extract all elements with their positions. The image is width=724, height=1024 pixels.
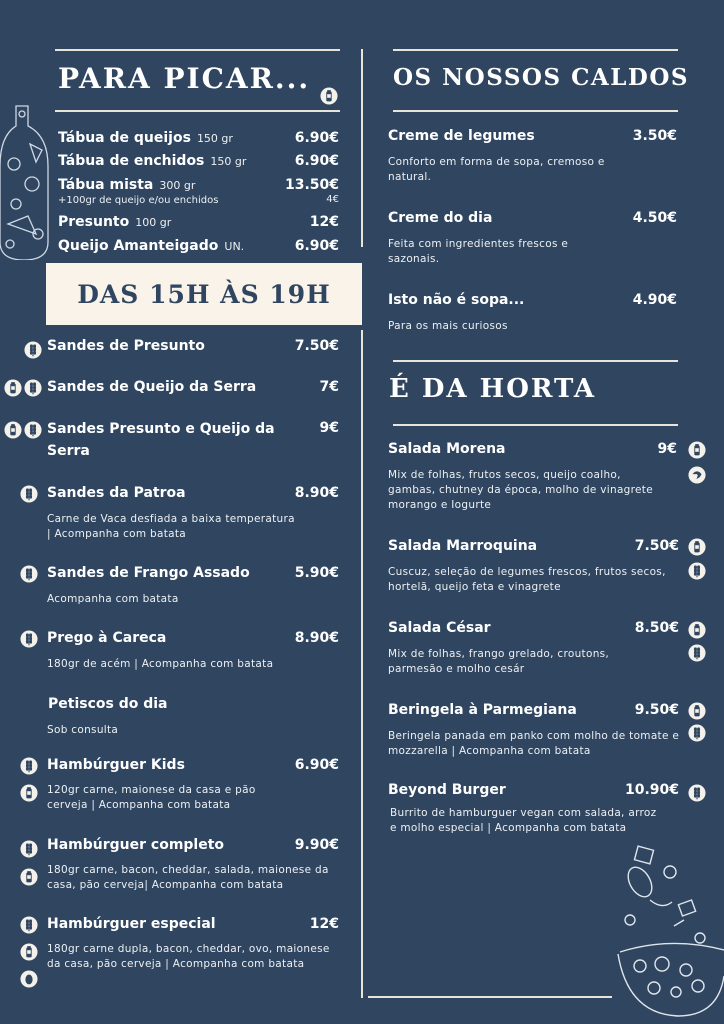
- wheat-icon: [20, 757, 38, 775]
- salada-marroquina-price: 7.50€: [634, 538, 679, 554]
- picar-price-tabua-mista: 13.50€: [284, 177, 339, 193]
- egg-icon: [20, 970, 38, 988]
- caldo-creme-dia-desc: Feita com ingredientes frescos e sazonais.: [388, 238, 569, 265]
- beringela-parmegiana: Beringela à Parmegiana: [388, 702, 577, 718]
- beringela-parmegiana-desc: Beringela panada em panko com molho de tomate e mozzarella | Acompanha com batata: [388, 730, 680, 757]
- picar-extra-note: +100gr de queijo e/ou enchidos: [58, 195, 219, 206]
- hamburguer-completo-price: 9.90€: [294, 837, 339, 853]
- prego-careca-desc: 180gr de acém | Acompanha com batata: [47, 658, 274, 670]
- picar-price-queijo-amanteigado: 6.90€: [294, 238, 339, 254]
- wheat-icon: [20, 565, 38, 583]
- wheat-icon: [24, 421, 42, 439]
- salada-morena-price: 9€: [657, 441, 677, 457]
- top-rule-right: [393, 49, 678, 51]
- milk-icon: [20, 943, 38, 961]
- milk-icon: [4, 421, 22, 439]
- caldo-creme-legumes-price: 3.50€: [632, 128, 677, 144]
- sandes-patroa-price: 8.90€: [294, 485, 339, 501]
- hamburguer-kids-desc: 120gr carne, maionese da casa e pão cerveja | Acompanha com batata: [47, 784, 256, 811]
- milk-icon: [688, 538, 706, 556]
- caldo-isto-nao-sopa-desc: Para os mais curiosos: [388, 320, 508, 332]
- caldo-isto-nao-sopa: Isto não é sopa...: [388, 292, 525, 308]
- center-divider-bottom: [361, 330, 363, 998]
- sandes-presunto-queijo: Sandes Presunto e Queijo da Serra: [47, 421, 275, 459]
- wheat-icon: [20, 916, 38, 934]
- salada-morena: Salada Morena: [388, 441, 506, 457]
- picar-item-tabua-mista: Tábua mista 300 gr: [58, 177, 196, 193]
- cheese-board-illustration: [0, 104, 54, 260]
- sandes-frango: Sandes de Frango Assado: [47, 565, 250, 581]
- milk-icon: [688, 621, 706, 639]
- wheat-icon: [688, 724, 706, 742]
- hamburguer-kids-price: 6.90€: [294, 757, 339, 773]
- sandes-queijo-serra: Sandes de Queijo da Serra: [47, 379, 257, 395]
- wheat-icon: [20, 630, 38, 648]
- prego-careca-price: 8.90€: [294, 630, 339, 646]
- milk-icon: [20, 784, 38, 802]
- beyond-burger: Beyond Burger: [388, 782, 506, 798]
- wheat-icon: [20, 840, 38, 858]
- picar-price-tabua-queijos: 6.90€: [294, 130, 339, 146]
- beyond-burger-price: 10.90€: [624, 782, 679, 798]
- hamburguer-especial-desc: 180gr carne dupla, bacon, cheddar, ovo, maionese da casa, pão cerveja | Acompanha com batata: [47, 943, 330, 970]
- rule-above-horta: [393, 360, 678, 362]
- picar-extra-price: 4€: [326, 194, 339, 205]
- caldo-isto-nao-sopa-price: 4.90€: [632, 292, 677, 308]
- salada-marroquina: Salada Marroquina: [388, 538, 538, 554]
- wheat-icon: [20, 485, 38, 503]
- milk-icon: [688, 702, 706, 720]
- caldos-title: OS NOSSOS CALDOS: [393, 64, 689, 91]
- salada-cesar-price: 8.50€: [634, 620, 679, 636]
- seafood-icon: [688, 466, 706, 484]
- petiscos-dia-desc: Sob consulta: [47, 724, 119, 736]
- sandes-queijo-serra-price: 7€: [319, 379, 339, 395]
- top-rule-left: [55, 49, 340, 51]
- milk-icon: [320, 87, 338, 105]
- picar-title: PARA PICAR...: [58, 62, 311, 95]
- milk-icon: [688, 441, 706, 459]
- sandes-presunto-queijo-price: 9€: [319, 420, 339, 436]
- petiscos-dia: Petiscos do dia: [48, 696, 168, 712]
- milk-icon: [4, 379, 22, 397]
- caldo-creme-dia-price: 4.50€: [632, 210, 677, 226]
- wheat-icon: [688, 784, 706, 802]
- caldo-creme-dia: Creme do dia: [388, 210, 493, 226]
- salad-bowl-illustration: [610, 842, 724, 1022]
- beyond-burger-desc: Burrito de hamburguer vegan com salada, arroz e molho especial | Acompanha com batata: [390, 807, 657, 834]
- hamburguer-especial-price: 12€: [309, 916, 339, 932]
- sandes-patroa: Sandes da Patroa: [47, 485, 186, 501]
- hamburguer-completo: Hambúrguer completo: [47, 837, 225, 853]
- beringela-parmegiana-price: 9.50€: [634, 702, 679, 718]
- salada-marroquina-desc: Cuscuz, seleção de legumes frescos, frutos secos, hortelã, queijo feta e vinagrete: [388, 566, 666, 593]
- sandes-frango-price: 5.90€: [294, 565, 339, 581]
- hamburguer-especial: Hambúrguer especial: [47, 916, 216, 932]
- sandes-frango-desc: Acompanha com batata: [47, 593, 179, 605]
- salada-cesar-desc: Mix de folhas, frango grelado, croutons, parmesão e molho cesár: [388, 648, 610, 675]
- rule-under-caldos: [393, 110, 678, 112]
- hamburguer-completo-desc: 180gr carne, bacon, cheddar, salada, maionese da casa, pão cerveja| Acompanha com batata: [47, 864, 329, 891]
- hours-banner: DAS 15H ÀS 19H: [46, 263, 362, 325]
- picar-item-tabua-queijos: Tábua de queijos 150 gr: [58, 130, 233, 146]
- sandes-presunto-price: 7.50€: [294, 338, 339, 354]
- rule-under-horta: [393, 424, 678, 426]
- wheat-icon: [688, 562, 706, 580]
- picar-item-tabua-enchidos: Tábua de enchidos 150 gr: [58, 153, 247, 169]
- milk-icon: [20, 868, 38, 886]
- picar-item-presunto: Presunto 100 gr: [58, 214, 172, 230]
- horta-title: É DA HORTA: [389, 374, 597, 404]
- caldo-creme-legumes-desc: Conforto em forma de sopa, cremoso e natural.: [388, 156, 605, 183]
- center-divider-top: [361, 49, 363, 247]
- hamburguer-kids: Hambúrguer Kids: [47, 757, 185, 773]
- picar-item-queijo-amanteigado: Queijo Amanteigado UN.: [58, 238, 245, 254]
- wheat-icon: [24, 341, 42, 359]
- picar-price-tabua-enchidos: 6.90€: [294, 153, 339, 169]
- picar-price-presunto: 12€: [309, 214, 339, 230]
- sandes-patroa-desc: Carne de Vaca desfiada a baixa temperatura | Acompanha com batata: [47, 513, 295, 540]
- prego-careca: Prego à Careca: [47, 630, 167, 646]
- salada-cesar: Salada César: [388, 620, 491, 636]
- bottom-rule: [368, 996, 612, 998]
- wheat-icon: [688, 644, 706, 662]
- salada-morena-desc: Mix de folhas, frutos secos, queijo coalho, gambas, chutney da época, molho de vinagrete morango e Iogurte: [388, 469, 653, 511]
- wheat-icon: [24, 379, 42, 397]
- caldo-creme-legumes: Creme de legumes: [388, 128, 535, 144]
- sandes-presunto: Sandes de Presunto: [47, 338, 205, 354]
- rule-under-picar: [55, 110, 340, 112]
